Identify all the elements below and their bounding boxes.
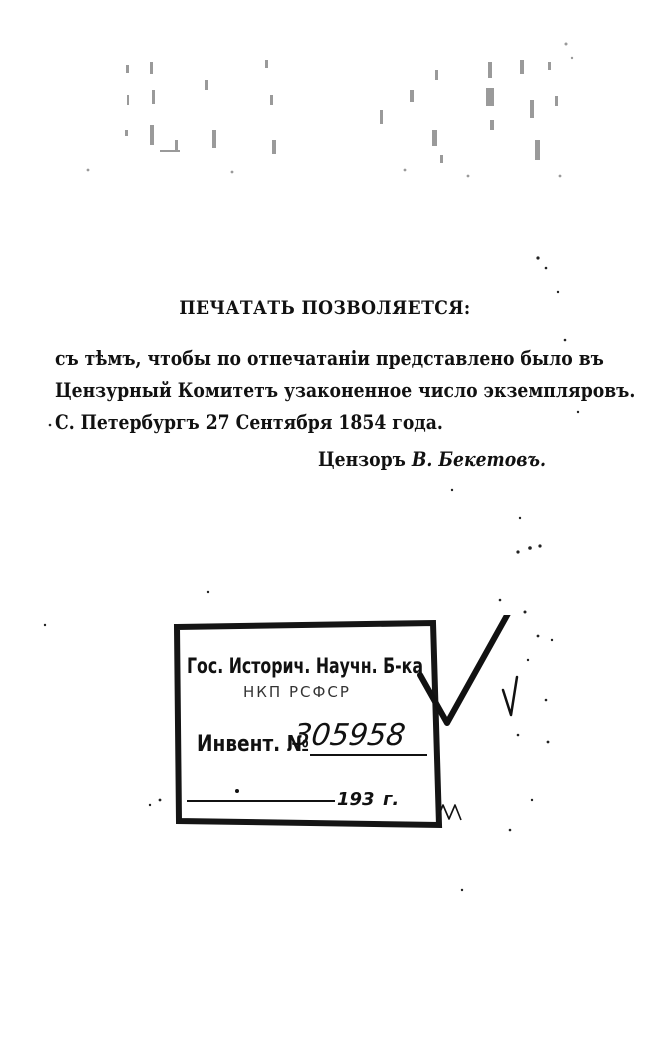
body-line-1: съ тѣмъ, чтобы по отпечатаніи представлено было въ bbox=[55, 346, 604, 370]
stamp-commissariat: НКП РСФСР bbox=[243, 683, 351, 701]
stamp-year: 193 bbox=[337, 789, 375, 810]
stamp-inventory-number: 305958 bbox=[290, 718, 410, 753]
approval-heading: ПЕЧАТАТЬ ПОЗВОЛЯЕТСЯ: bbox=[179, 297, 471, 319]
stamp-library-name: Гос. Историч. Научн. Б-ка bbox=[187, 654, 423, 678]
library-inventory-stamp bbox=[165, 615, 585, 845]
stamp-inventory-label: Инвент. № bbox=[197, 732, 309, 757]
body-line-2: Цензурный Комитетъ узаконенное число экземпляровъ. bbox=[55, 378, 636, 402]
stamp-dot bbox=[235, 789, 239, 793]
stamp-year-suffix: г. bbox=[383, 789, 400, 810]
censor-title: Цензоръ bbox=[318, 447, 406, 471]
body-line-3: С. Петербургъ 27 Сентября 1854 года. bbox=[55, 410, 443, 434]
censor-name: В. Бекетовъ. bbox=[411, 447, 547, 471]
small-checkmark bbox=[503, 677, 517, 715]
